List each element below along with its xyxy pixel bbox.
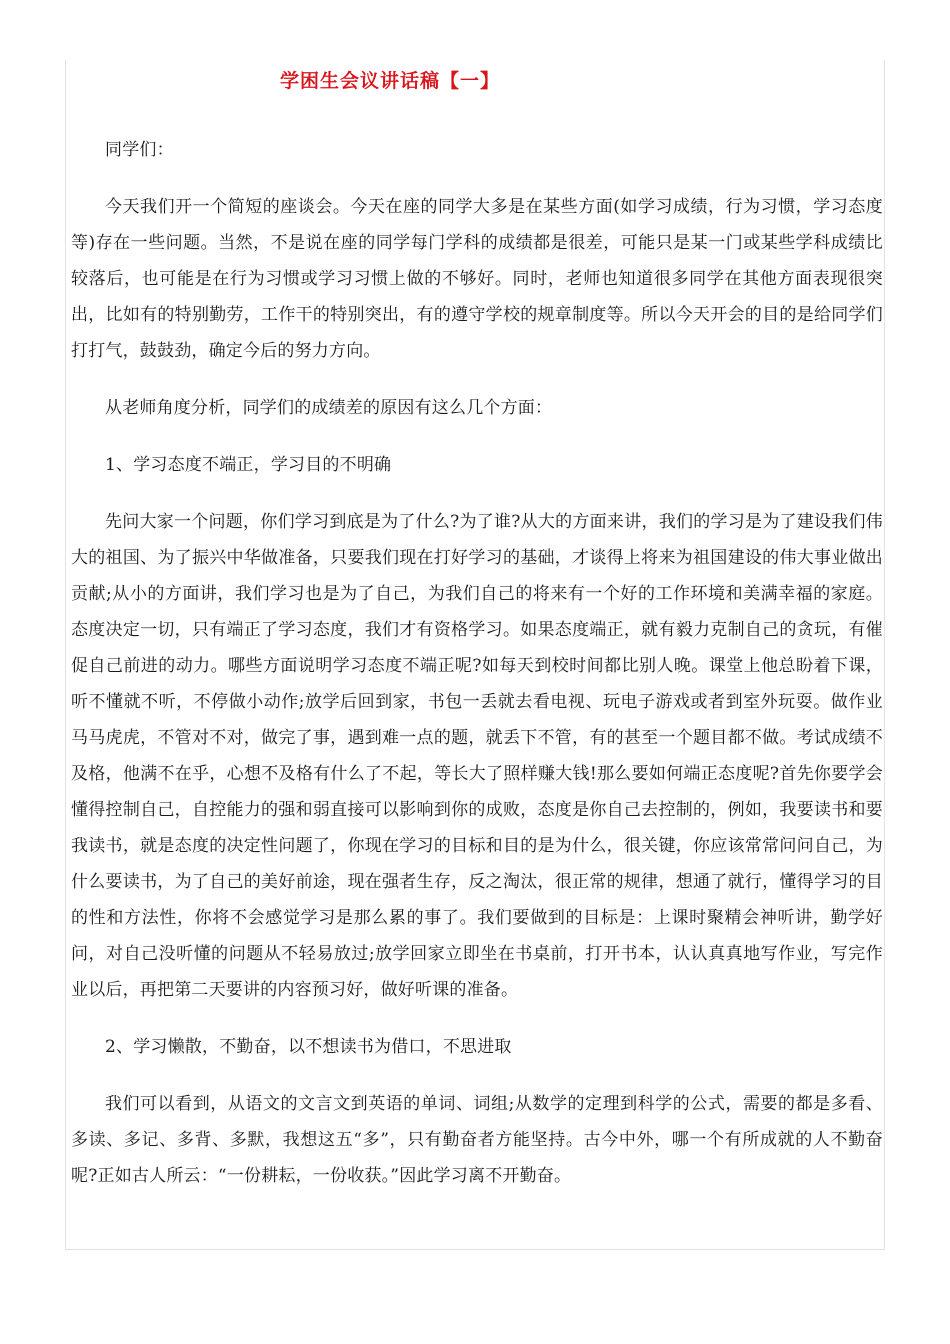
section-heading-2: 2、学习懒散，不勤奋，以不想读书为借口，不思进取 — [105, 1037, 512, 1057]
paragraph-greeting: 同学们： — [105, 140, 174, 160]
document-body — [71, 132, 883, 1215]
section-heading-1: 1、学习态度不端正，学习目的不明确 — [105, 455, 392, 475]
document-title: 学困生会议讲话稿【一】 — [280, 70, 501, 92]
paragraph-section-1: 先问大家一个问题，你们学习到底是为了什么?为了谁?从大的方面来讲，我们的学习是为了建设我们伟大的祖国、为了振兴中华做准备，只要我们现在打好学习的基础，才谈得上将来为祖国建设的伟大事业做出贡献;从小的方面讲，我们学习也是为了自己，为我们自己的将来有一个好的工作环境和美满幸福的家庭。态度决定一切，只有端正了学习态度，我们才有资格学习。如果态度端正，就有毅力克制自己的贪玩，有催促自己前进的动力。哪些方面说明学习态度不端正呢?如每天到校时间都比别人晚。课堂上他总盼着下课，听不懂就不听，不停做小动作;放学后回到家，书包一丢就去看电视、玩电子游戏或者到室外玩耍。做作业马马虎虎，不管对不对，做完了事，遇到难一点的题，就丢下不管，有的甚至一个题目都不做。考试成绩不及格，他满不在乎，心想不及格有什么了不起，等长大了照样赚大钱!那么要如何端正态度呢?首先你要学会懂得控制自己，自控能力的强和弱直接可以影响到你的成败，态度是你自己去控制的，例如，我要读书和要我读书，就是态度的决定性问题了，你现在学习的目标和目的是为什么，很关键，你应该常常问问自己，为什么要读书，为了自己的美好前途，现在强者生存，反之淘汰，很正常的规律，想通了就行，懂得学习的目的性和方法性，你将不会感觉学习是那么累的事了。我们要做到的目标是：上课时聚精会神听讲，勤学好问，对自己没听懂的问题从不轻易放过;放学回家立即坐在书桌前，打开书本，认认真真地写作业，写完作业以后，再把第二天要讲的内容预习好，做好听课的准备。 — [71, 512, 883, 1000]
document-page — [65, 60, 885, 1250]
paragraph-intro: 今天我们开一个简短的座谈会。今天在座的同学大多是在某些方面(如学习成绩，行为习惯，学习态度等)存在一些问题。当然，不是说在座的同学每门学科的成绩都是很差，可能只是某一门或某些学科成绩比较落后，也可能是在行为习惯或学习习惯上做的不够好。同时，老师也知道很多同学在其他方面表现很突出，比如有的特别勤劳，工作干的特别突出，有的遵守学校的规章制度等。所以今天开会的目的是给同学们打打气，鼓鼓劲，确定今后的努力方向。 — [71, 197, 883, 361]
paragraph-section-2: 我们可以看到，从语文的文言文到英语的单词、词组;从数学的定理到科学的公式，需要的都是多看、多读、多记、多背、多默，我想这五“多”，只有勤奋者方能坚持。古今中外，哪一个有所成就的人不勤奋呢?正如古人所云：“一份耕耘，一份收获。”因此学习离不开勤奋。 — [71, 1094, 883, 1186]
paragraph-analysis-lead: 从老师角度分析，同学们的成绩差的原因有这么几个方面： — [105, 398, 553, 418]
